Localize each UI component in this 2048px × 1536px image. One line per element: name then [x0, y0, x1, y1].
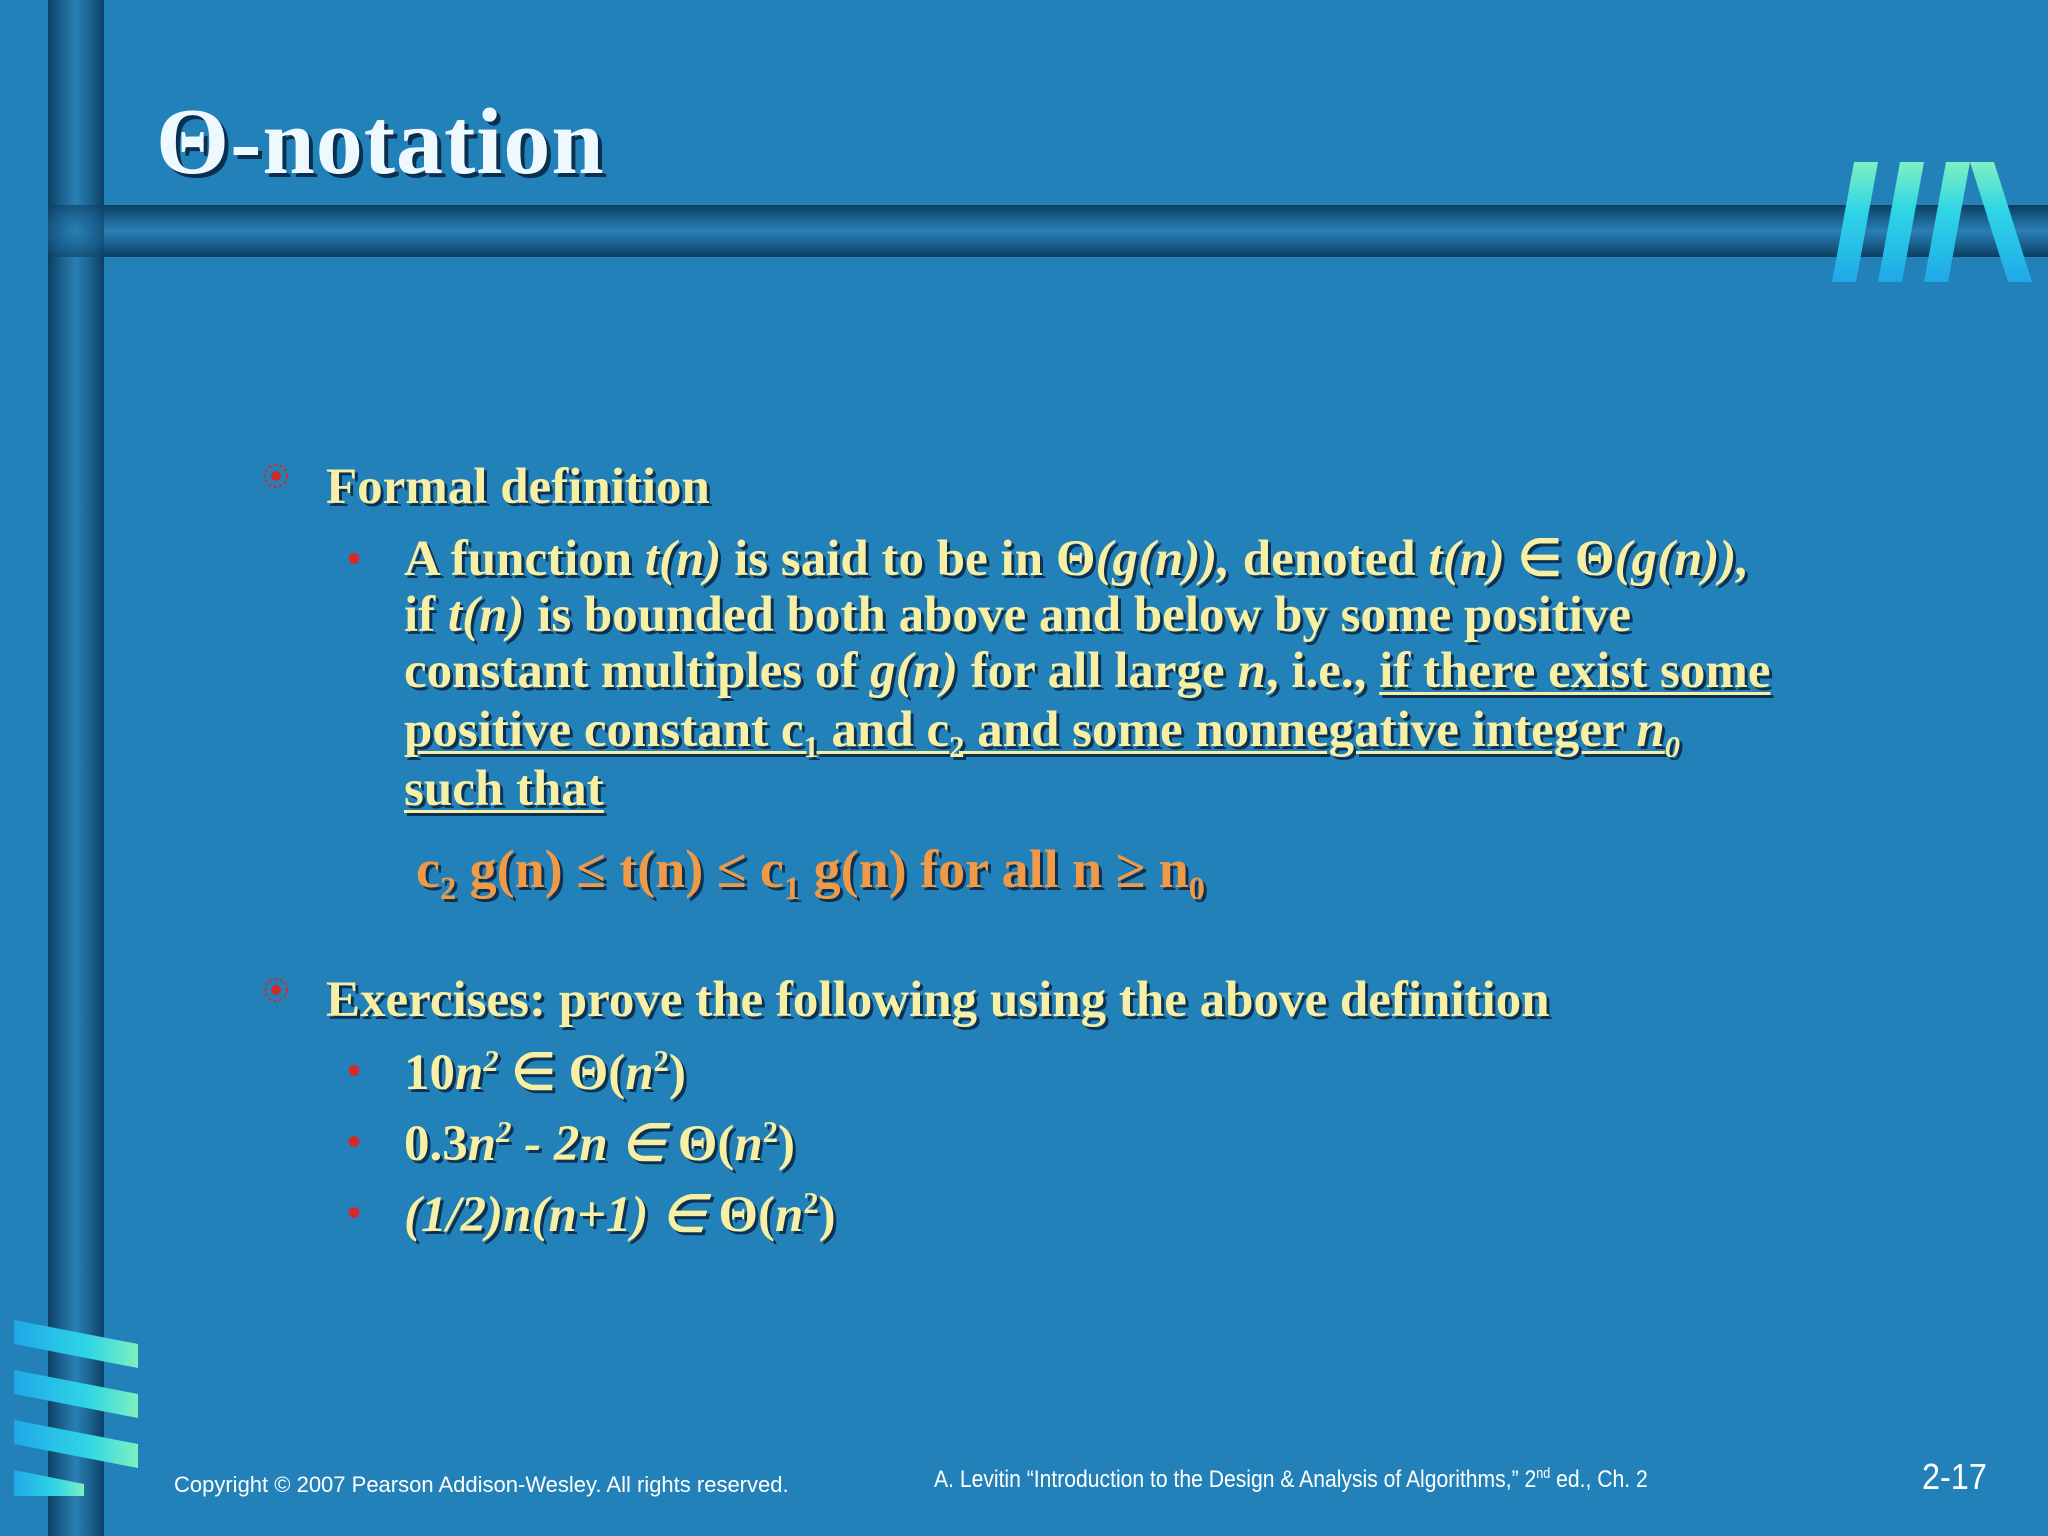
exercise-item-3: (1/2)n(n+1) ∈ $\Theta(n^2)$	[404, 1186, 836, 1243]
corner-stripes-icon	[14, 1320, 142, 1496]
bullet-icon: •	[347, 536, 362, 581]
frame-joint	[48, 205, 104, 257]
copyright-notice: Copyright © 2007 Pearson Addison-Wesley. All rights reserved.	[174, 1472, 789, 1497]
exercise-item-2: $0.3n^2 - 2n$ ∈ $\Theta(n^2)$	[404, 1115, 796, 1172]
book-citation: A. Levitin “Introduction to the Design & Analysis of Algorithms,” 2nd ed., Ch. 2	[934, 1466, 1648, 1493]
corner-logo-icon	[1832, 162, 2036, 286]
bullet-icon: •	[347, 1119, 362, 1164]
definition-line-4: positive constant $c_1$ and $c_2$ and some nonnegative integer $n_0$	[404, 702, 1681, 765]
title-divider-bar	[70, 205, 2048, 257]
bullet-icon: •	[347, 1190, 362, 1235]
definition-line-2: if t(n) is bounded both above and below by some positive	[404, 587, 1632, 643]
slide-title: Θ-notation	[156, 90, 605, 194]
definition-line-1: A function t(n) is said to be in Θ(g(n)), denoted t(n) ∈ Θ(g(n)),	[404, 531, 1750, 587]
target-bullet-icon	[262, 462, 290, 490]
formal-definition-heading: Formal definition	[326, 459, 710, 515]
definition-line-5: such that	[404, 761, 604, 817]
exercise-item-1: $10n^2$ ∈ $\Theta(n^2)$	[404, 1044, 686, 1101]
theta-inequality: $c_2$ $g(n) \le t(n) \le c_1$ g(n) for all $n \ge n_0$	[416, 839, 1205, 907]
exercises-heading: Exercises: prove the following using the above definition	[326, 972, 1550, 1028]
definition-line-3: constant multiples of g(n) for all large n, i.e., if there exist some	[404, 643, 1771, 699]
page-number: 2-17	[1922, 1456, 1987, 1497]
target-bullet-icon	[262, 976, 290, 1004]
bullet-icon: •	[347, 1048, 362, 1093]
